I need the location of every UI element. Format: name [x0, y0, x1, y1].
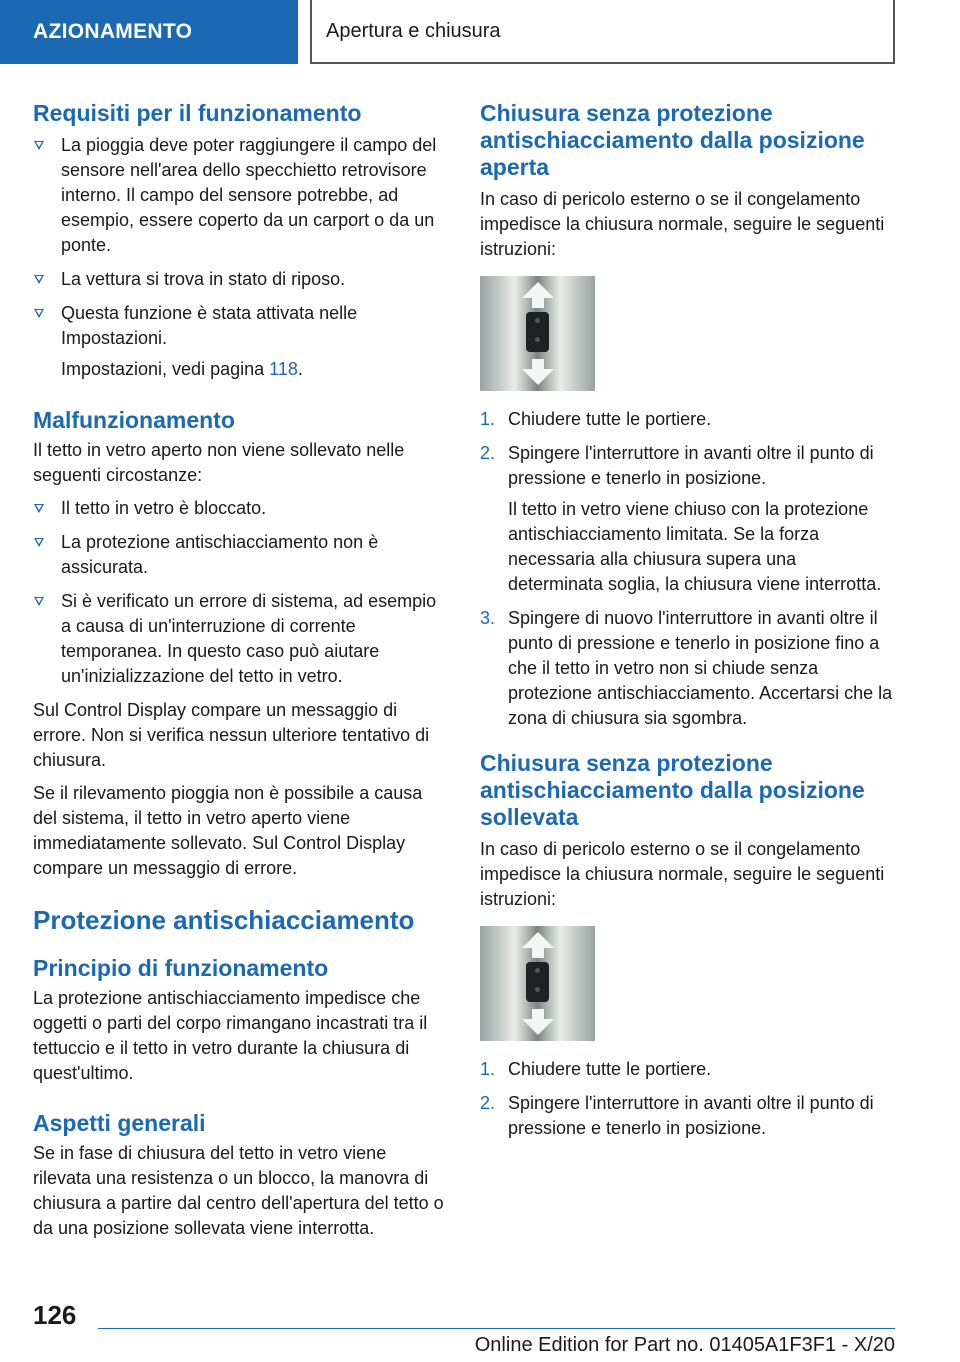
- arrow-up-icon: [522, 282, 554, 298]
- triangle-bullet-icon: [34, 309, 44, 318]
- step-item: 2. Spingere l'interruttore in avanti oltre il punto di pressione e tenerlo in posizione.: [480, 1093, 874, 1138]
- footer-divider: [98, 1328, 895, 1329]
- step-note: Il tetto in vetro viene chiuso con la protezione antischiacciamento limitata. Se la forza necessaria alla chiusura supera una determinata soglia, la chiusura viene interrotta.: [508, 499, 882, 594]
- section-tab: AZIONAMENTO: [0, 0, 298, 64]
- aspetti-text: Se in fase di chiusura del tetto in vetro viene rilevata una resistenza o un blocco, la manovra di chiusura a partire dal centro dell'apertura del tetto o da una posizione sollevata viene interrotta.: [33, 1143, 444, 1238]
- triangle-bullet-icon: [34, 597, 44, 606]
- right-column: [480, 100, 895, 1150]
- steps-list-1: [480, 407, 895, 731]
- step-item: 1. Chiudere tutte le portiere.: [480, 409, 712, 429]
- left-column: [33, 100, 447, 1249]
- triangle-bullet-icon: [34, 141, 44, 150]
- edition-label: Online Edition for Part no. 01405A1F3F1 - X/20: [474, 1334, 895, 1356]
- heading-aspetti: Aspetti generali: [33, 1110, 206, 1136]
- arrow-down-icon: [522, 1019, 554, 1035]
- triangle-bullet-icon: [34, 275, 44, 284]
- malf-list: [33, 496, 447, 689]
- malf-paragraph-1: Sul Control Display compare un messaggio di errore. Non si verifica nessun ulteriore tentativo di chiusura.: [33, 700, 430, 770]
- step-item: 3. Spingere di nuovo l'interruttore in avanti oltre il punto di pressione e tenerlo in posizione fino a che il tetto in vetro non si chiude senza protezione antischiacciamento. Accertarsi che la zona di chiusura sia sgombra.: [480, 608, 893, 728]
- roof-switch-icon: [526, 962, 549, 1002]
- heading-requisiti: Requisiti per il funzionamento: [33, 100, 362, 126]
- step-item: 1. Chiudere tutte le portiere.: [480, 1059, 712, 1079]
- chiusura-sollevata-intro: In caso di pericolo esterno o se il congelamento impedisce la chiusura normale, seguire le seguenti istruzioni:: [480, 839, 885, 909]
- list-item: La pioggia deve poter raggiungere il campo del sensore nell'area dello specchietto retrovisore interno. Il campo del sensore potrebbe, ad esempio, essere coperto da un carport o da un ponte.: [33, 133, 447, 258]
- step-item: 2. Spingere l'interruttore in avanti oltre il punto di pressione e tenerlo in posizione. Il tetto in vetro viene chiuso con la protezione antischiacciamento limitata. Se la forza necessaria alla chiusura supera una determinata soglia, la chiusura viene interrotta.: [480, 441, 895, 597]
- switch-photo: [480, 276, 595, 391]
- triangle-bullet-icon: [34, 504, 44, 513]
- steps-list-2: [480, 1057, 895, 1141]
- principio-text: La protezione antischiacciamento impedisce che oggetti o parti del corpo rimangano incastrati tra il tettuccio e il tetto in vetro durante la chiusura di quest'ultimo.: [33, 988, 428, 1083]
- switch-photo: [480, 926, 595, 1041]
- heading-chiusura-sollevata: Chiusura senza protezione antischiacciamento dalla posizione sollevata: [480, 750, 865, 830]
- chapter-title: Apertura e chiusura: [310, 0, 895, 64]
- list-item: Si è verificato un errore di sistema, ad esempio a causa di un'interruzione di corrente temporanea. In questo caso può aiutare un'inizializzazione del tetto in vetro.: [33, 589, 447, 689]
- heading-protezione: Protezione antischiacciamento: [33, 905, 415, 935]
- list-item: La vettura si trova in stato di riposo.: [33, 267, 447, 292]
- list-item: Il tetto in vetro è bloccato.: [33, 496, 447, 521]
- chiusura-aperta-intro: In caso di pericolo esterno o se il congelamento impedisce la chiusura normale, seguire le seguenti istruzioni:: [480, 189, 885, 259]
- requisiti-list: [33, 133, 447, 382]
- malf-intro: Il tetto in vetro aperto non viene sollevato nelle seguenti circostanze:: [33, 440, 405, 485]
- heading-chiusura-aperta: Chiusura senza protezione antischiacciamento dalla posizione aperta: [480, 100, 865, 180]
- triangle-bullet-icon: [34, 538, 44, 547]
- heading-malfunzionamento: Malfunzionamento: [33, 407, 235, 433]
- heading-principio: Principio di funzionamento: [33, 955, 329, 981]
- page-number: 126: [33, 1300, 77, 1330]
- arrow-up-icon: [522, 932, 554, 948]
- malf-paragraph-2: Se il rilevamento pioggia non è possibile a causa del sistema, il tetto in vetro aperto viene immediatamente sollevato. Sul Control Display compare un messaggio di errore.: [33, 783, 423, 878]
- page-link[interactable]: 118: [269, 359, 298, 379]
- roof-switch-icon: [526, 312, 549, 352]
- list-item: La protezione antischiacciamento non è assicurata.: [33, 530, 447, 580]
- list-item: Questa funzione è stata attivata nelle Impostazioni. Impostazioni, vedi pagina 118.: [33, 301, 447, 382]
- page-reference: Impostazioni, vedi pagina 118.: [61, 359, 303, 379]
- arrow-down-icon: [522, 369, 554, 385]
